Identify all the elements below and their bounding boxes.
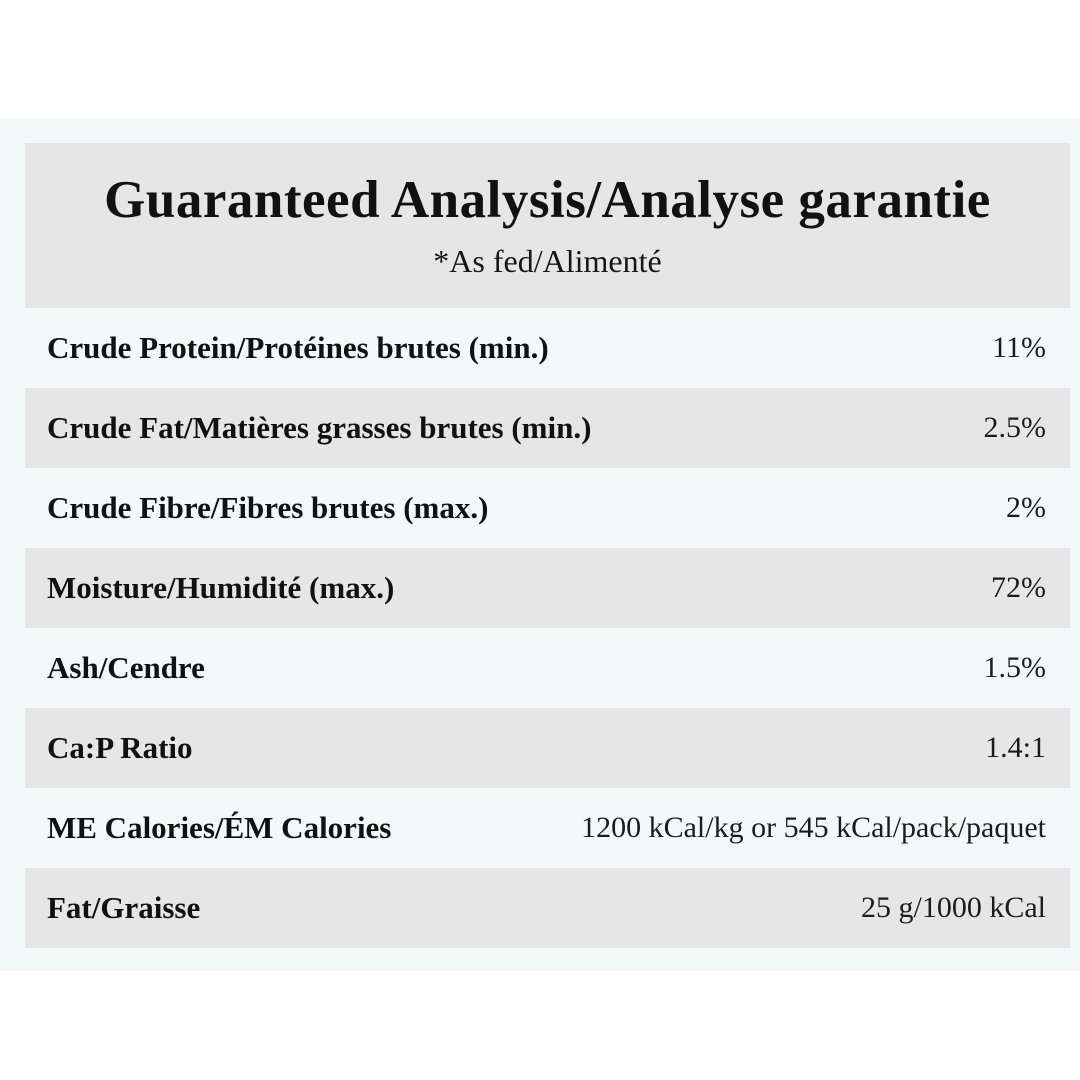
row-label: ME Calories/ÉM Calories — [47, 810, 392, 845]
table-row — [25, 388, 1070, 468]
row-value: 2% — [1006, 491, 1046, 524]
table-row — [25, 468, 1070, 548]
row-label: Crude Fibre/Fibres brutes (max.) — [47, 490, 489, 525]
table-row — [25, 708, 1070, 788]
row-value: 72% — [991, 571, 1046, 604]
row-label: Crude Protein/Protéines brutes (min.) — [47, 330, 549, 365]
as-fed-note: *As fed/Alimenté — [433, 242, 662, 279]
table-header-banner — [25, 143, 1070, 308]
table-row — [25, 308, 1070, 388]
table-row — [25, 788, 1070, 868]
row-label: Crude Fat/Matières grasses brutes (min.) — [47, 410, 592, 445]
row-value: 1200 kCal/kg or 545 kCal/pack/paquet — [581, 811, 1046, 844]
row-value: 1.5% — [983, 651, 1046, 684]
table-rows — [25, 308, 1070, 948]
table-row — [25, 868, 1070, 948]
row-value: 2.5% — [983, 411, 1046, 444]
row-value: 1.4:1 — [985, 731, 1046, 764]
row-label: Ca:P Ratio — [47, 730, 193, 765]
table-row — [25, 548, 1070, 628]
table-row — [25, 628, 1070, 708]
row-label: Ash/Cendre — [47, 650, 205, 685]
analysis-table — [25, 143, 1070, 948]
row-value: 25 g/1000 kCal — [861, 891, 1046, 924]
row-label: Fat/Graisse — [47, 890, 201, 925]
row-value: 11% — [992, 331, 1046, 364]
row-label: Moisture/Humidité (max.) — [47, 570, 395, 605]
analysis-panel — [0, 118, 1080, 971]
page-title: Guaranteed Analysis/Analyse garantie — [104, 171, 991, 230]
